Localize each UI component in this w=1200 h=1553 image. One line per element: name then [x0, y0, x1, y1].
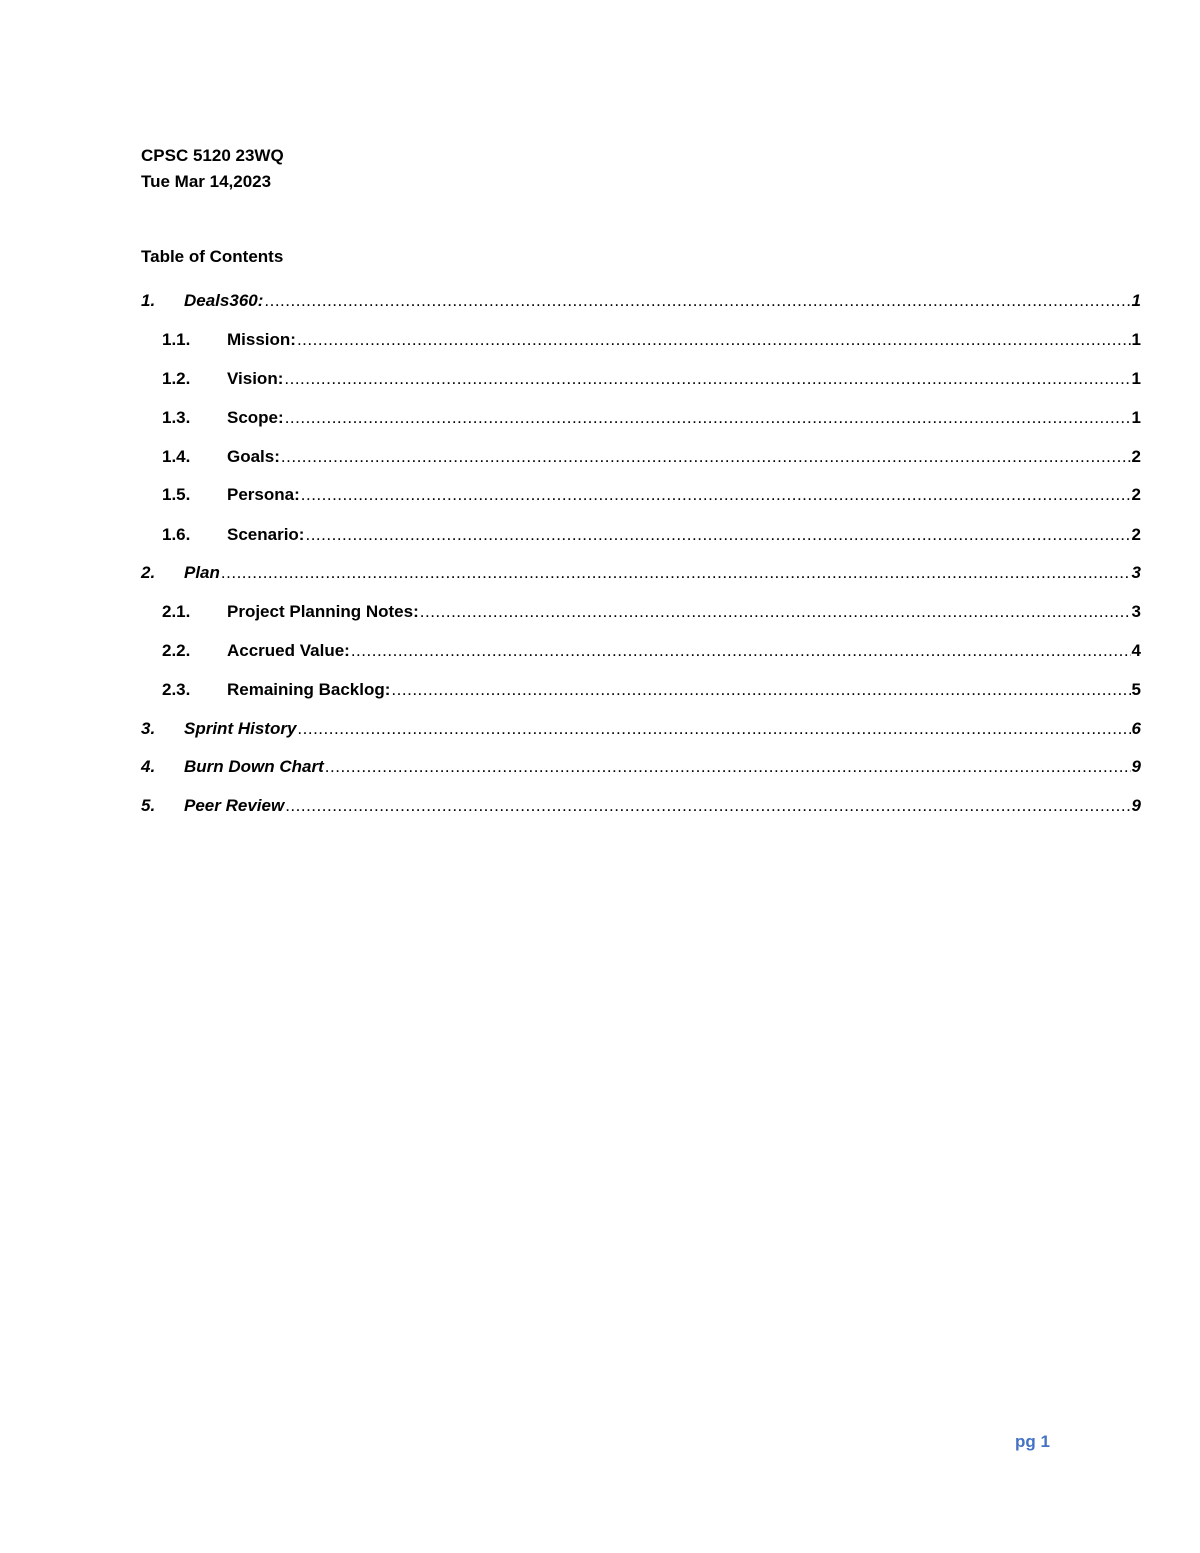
toc-entry-title: Scope:: [227, 408, 284, 427]
toc-entry-page: 4: [1131, 641, 1141, 660]
toc-entry-plan[interactable]: [141, 560, 1141, 584]
toc-entry-number: 1.3.: [162, 408, 191, 427]
document-date: Tue Mar 14,2023: [141, 172, 272, 191]
course-title: CPSC 5120 23WQ: [141, 146, 284, 165]
toc-entry-deals360[interactable]: [141, 288, 1141, 312]
toc-entry-title: Vision:: [227, 369, 284, 388]
toc-entry-page: 3: [1131, 602, 1141, 621]
toc-entry-number: 1.: [141, 291, 156, 310]
toc-entry-number: 1.1.: [162, 330, 191, 349]
toc-entry-goals[interactable]: [141, 444, 1141, 468]
toc-entry-number: 1.2.: [162, 369, 191, 388]
toc-entry-page: 9: [1131, 757, 1141, 776]
toc-entry-number: 5.: [141, 796, 156, 815]
toc-entry-project-planning-notes[interactable]: [141, 599, 1141, 623]
toc-entry-burn-down-chart[interactable]: [141, 754, 1141, 778]
toc-entry-title: Goals:: [227, 447, 280, 466]
toc-entry-scope[interactable]: [141, 405, 1141, 429]
toc-entry-page: 1: [1131, 291, 1141, 310]
toc-entry-title: Persona:: [227, 485, 300, 504]
toc-entry-title: Scenario:: [227, 525, 305, 544]
toc-entry-title: Burn Down Chart: [184, 757, 324, 776]
toc-entry-title: Sprint History: [184, 719, 297, 738]
toc-dot-leader: [305, 524, 1130, 546]
toc-entry-page: 5: [1131, 680, 1141, 699]
toc-entry-page: 1: [1131, 408, 1141, 427]
toc-entry-page: 2: [1131, 447, 1141, 466]
toc-heading: Table of Contents: [141, 247, 284, 266]
toc-entry-title: Deals360:: [184, 291, 264, 310]
toc-entry-number: 1.6.: [162, 525, 191, 544]
toc-entry-number: 2.1.: [162, 602, 191, 621]
toc-entry-number: 2.2.: [162, 641, 191, 660]
toc-entry-page: 2: [1131, 485, 1141, 504]
toc-entry-persona[interactable]: [141, 482, 1141, 506]
toc-entry-number: 1.4.: [162, 447, 191, 466]
toc-entry-page: 1: [1131, 369, 1141, 388]
toc-entry-peer-review[interactable]: [141, 793, 1141, 817]
toc-dot-leader: [284, 368, 1130, 390]
toc-dot-leader: [221, 562, 1131, 584]
toc-dot-leader: [285, 407, 1131, 429]
toc-dot-leader: [285, 795, 1130, 817]
toc-entry-page: 1: [1131, 330, 1141, 349]
toc-entry-title: Remaining Backlog:: [227, 680, 391, 699]
toc-entry-title: Plan: [184, 563, 220, 582]
toc-entry-page: 2: [1131, 525, 1141, 544]
toc-entry-accrued-value[interactable]: [141, 638, 1141, 662]
toc-entry-number: 4.: [141, 757, 156, 776]
toc-entry-sprint-history[interactable]: [141, 716, 1141, 740]
toc-entry-page: 3: [1131, 563, 1141, 582]
toc-dot-leader: [297, 329, 1131, 351]
toc-entry-page: 6: [1131, 719, 1141, 738]
toc-dot-leader: [391, 679, 1130, 701]
toc-dot-leader: [325, 756, 1131, 778]
toc-dot-leader: [281, 446, 1131, 468]
toc-dot-leader: [351, 640, 1131, 662]
toc-entry-page: 9: [1131, 796, 1141, 815]
toc-entry-scenario[interactable]: [141, 522, 1141, 546]
footer-page-number: pg 1: [1015, 1432, 1050, 1451]
toc-entry-vision[interactable]: [141, 366, 1141, 390]
toc-entry-title: Project Planning Notes:: [227, 602, 419, 621]
toc-dot-leader: [264, 290, 1130, 312]
toc-entry-mission[interactable]: [141, 327, 1141, 351]
toc-entry-number: 3.: [141, 719, 156, 738]
toc-dot-leader: [301, 484, 1131, 506]
toc-dot-leader: [297, 718, 1130, 740]
toc-entry-title: Mission:: [227, 330, 296, 349]
toc-dot-leader: [420, 601, 1131, 623]
toc-entry-title: Peer Review: [184, 796, 285, 815]
toc-entry-number: 2.3.: [162, 680, 191, 699]
toc-entry-number: 2.: [141, 563, 156, 582]
toc-entry-number: 1.5.: [162, 485, 191, 504]
toc-entry-title: Accrued Value:: [227, 641, 350, 660]
toc-entry-remaining-backlog[interactable]: [141, 677, 1141, 701]
